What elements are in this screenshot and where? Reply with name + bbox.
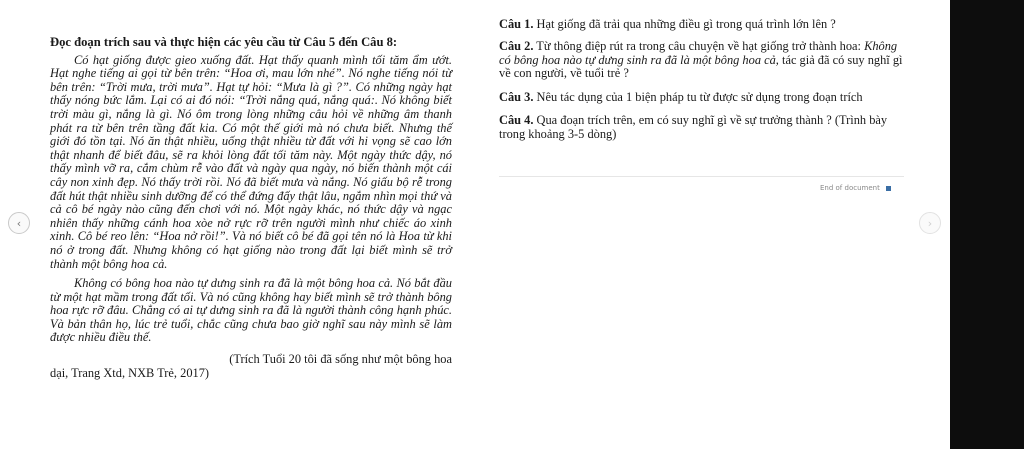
right-page bbox=[499, 18, 905, 150]
question-4 bbox=[499, 114, 905, 142]
question-4-text: Qua đoạn trích trên, em có suy nghĩ gì về sự trưởng thành ? (Trình bày trong khoảng 3-5 dòng) bbox=[499, 112, 888, 141]
question-2-text: Từ thông điệp rút ra trong câu chuyện về hạt giống trở thành hoa: bbox=[533, 38, 865, 53]
question-2-label: Câu 2. bbox=[499, 38, 534, 53]
question-3-text: Nêu tác dụng của 1 biện pháp tu từ được sử dụng trong đoạn trích bbox=[533, 90, 863, 105]
next-page-button[interactable] bbox=[919, 212, 941, 234]
end-of-document-marker bbox=[820, 184, 891, 192]
chevron-left-icon: ‹ bbox=[16, 216, 22, 230]
page-divider bbox=[499, 176, 904, 177]
reading-heading: Đọc đoạn trích sau và thực hiện các yêu cầu từ Câu 5 đến Câu 8: bbox=[50, 35, 398, 49]
question-3-label: Câu 3. bbox=[499, 90, 534, 105]
question-1-text: Hạt giống đã trải qua những điều gì trong quá trình lớn lên ? bbox=[533, 17, 836, 31]
question-2-tail: tác giả đã có suy nghĩ gì về con người, về tuổi trẻ ? bbox=[499, 52, 903, 81]
source-citation-line-2: dại, Trang Xtd, NXB Trẻ, 2017) bbox=[50, 365, 210, 380]
question-1 bbox=[499, 18, 905, 32]
question-4-label: Câu 4. bbox=[499, 112, 534, 127]
end-of-document-label: End of document bbox=[820, 184, 880, 192]
story-paragraph-2: Không có bông hoa nào tự dưng sinh ra đã là một bông hoa cả. Nó bắt đầu từ một hạt mầm trong đất tối. Và nó cũng không hay biết mình sẽ trở thành bông hoa rực rỡ đâu. Chẳng có ai tự dưng sinh ra đã là người thành công hạnh phúc. Và bản thân họ, lúc trẻ tuổi, chắc cũng chưa bao giờ nghĩ sau này mình sẽ làm được nhiều điều thế. bbox=[50, 276, 452, 345]
chevron-right-icon: › bbox=[927, 216, 933, 230]
question-1-label: Câu 1. bbox=[499, 17, 534, 31]
previous-page-button[interactable] bbox=[8, 212, 30, 234]
question-3 bbox=[499, 91, 905, 105]
source-citation-line-1: (Trích Tuổi 20 tôi đã sống như một bông hoa bbox=[229, 352, 452, 367]
end-square-icon bbox=[886, 186, 891, 191]
story-paragraph-1: Có hạt giống được gieo xuống đất. Hạt thấy quanh mình tối tăm ẩm ướt. Hạt nghe tiếng ai gọi từ bên trên: “Hoa ơi, mau lớn nhé”. Nó nghe tiếng nói từ bên trên: “Trời mưa, trời mưa”. Hạt tự hỏi: “Mưa là gì ?”. Có những ngày hạt thấy nóng bức lắm. Lại có ai đó nói: “Trời nắng quá, nắng quá:. Nó không biết trời màu gì, nắng là gì. Nó ôm trong lòng những câu hỏi về những âm thanh phát ra từ bên trên tầng đất kia. Có một thế giới mà nó chưa biết. Nhưng thế giới đó tồn tại. Nó ăn thật nhiều, uống thật nhiều từ đất với hi vọng sẽ cao lớn thật nhanh để biết đâu, sẽ ra khỏi lòng đất tối tăm này. Một ngày thức dậy, nó thấy mình vỡ ra, cắm chùm rễ vào đất và ngày qua ngày, nó biến thành một cái cây non xinh đẹp. Nó thấy trời rồi. Nó đã biết mưa và nắng. Nó giấu bộ rễ trong đất hút thật nhiều sinh dưỡng để có thể đứng đấy thật lâu, ngắm nhìn mọi thứ và cả cô bé ngày nào cũng đến chơi với nó. Một ngày khác, nó thức dậy và ngạc nhiên thấy những cánh hoa xòe nở rực rỡ trên người mình như chiếc áo xinh xinh. Cô bé reo lên: “Hoa nở rồi!”. Và nó biết cô bé đã gọi tên nó là Hoa từ khi nó ở trong đất. Nhưng không có hạt giống nào trong đất lại biết mình sẽ trở thành một bông hoa cả. bbox=[50, 52, 452, 271]
question-2 bbox=[499, 40, 905, 81]
dark-side-panel bbox=[950, 0, 1024, 449]
left-page bbox=[50, 36, 452, 380]
question-2-quote: Không có bông hoa nào tự dưng sinh ra đã là một bông hoa cả, bbox=[499, 38, 898, 67]
